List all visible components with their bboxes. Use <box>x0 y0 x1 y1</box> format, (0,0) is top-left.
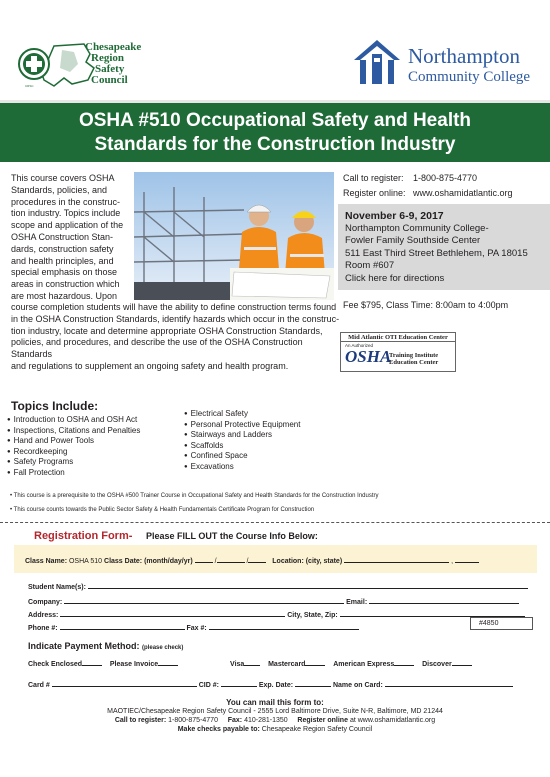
company-row <box>28 597 519 607</box>
topic-item: ● Electrical Safety <box>184 409 300 420</box>
prerequisite-note: • This course is a prerequisite to the OSHA #500 Trainer Course in Occupational Safety and Health Standards for the Construction Industry <box>10 493 379 499</box>
pay-discover-field[interactable] <box>452 659 472 666</box>
pay-mastercard-field[interactable] <box>305 659 325 666</box>
certificate-note: • This course counts towards the Public Sector Safety & Health Fundamentals Certificate Program for Construction <box>10 507 315 513</box>
description-line: This course covers OSHA <box>11 173 115 183</box>
city-state-zip-label: City, State, Zip: <box>287 612 338 619</box>
topic-item: ● Inspections, Citations and Penalties <box>7 426 140 437</box>
call-to-register <box>343 173 477 184</box>
description-line: tion industry. Topics include <box>11 208 121 219</box>
card-number-label: Card # <box>28 682 50 689</box>
pay-check-enclosed-label: Check Enclosed <box>28 661 83 668</box>
nhcc-building-icon <box>352 38 402 88</box>
online-label: Register online: <box>343 188 406 198</box>
nhcc-subtitle: Community College <box>408 69 531 85</box>
title-banner <box>0 100 550 162</box>
mail-fax-number: 410-281-1350 <box>244 717 288 724</box>
construction-workers-photo <box>134 172 334 300</box>
student-row <box>28 582 528 592</box>
pay-visa-field[interactable] <box>244 659 260 666</box>
phone-label: Phone #: <box>28 625 58 632</box>
class-date-day-field[interactable] <box>217 556 245 563</box>
phone-row <box>28 623 359 633</box>
topic-item: ● Safety Programs <box>7 457 140 468</box>
description-line: tion industry, locate and determine appropriate OSHA Construction Standards, <box>11 325 323 336</box>
mail-call-label: Call to register: <box>114 717 167 724</box>
exp-date-label: Exp. Date: <box>258 682 294 689</box>
oti-osha-mark: OSHA <box>345 347 392 366</box>
nhcc-name: Northampton <box>408 44 520 68</box>
phone-field[interactable] <box>60 623 185 630</box>
name-on-card-label: Name on Card: <box>332 682 383 689</box>
email-field[interactable] <box>369 597 519 604</box>
mail-fax-label: Fax: <box>227 717 243 724</box>
payment-title-text: Indicate Payment Method: <box>28 641 140 651</box>
topic-item: ● Confined Space <box>184 451 300 462</box>
event-venue-line: Fowler Family Southside Center <box>345 235 481 246</box>
mail-call-phone[interactable]: 1-800-875-4770 <box>168 717 218 724</box>
oti-training-text <box>389 352 438 366</box>
fee-and-time: Fee $795, Class Time: 8:00am to 4:00pm <box>343 300 509 310</box>
class-date-month-field[interactable] <box>195 556 213 563</box>
crsc-logo-text <box>85 42 141 86</box>
description-line: policies, and procedures, and describe the use of the OSHA Construction Standards <box>11 337 303 360</box>
cut-line <box>0 522 550 523</box>
fax-field[interactable] <box>209 623 359 630</box>
logo-line: Chesapeake <box>85 41 142 53</box>
event-date: November 6-9, 2017 <box>345 210 444 222</box>
description-line: areas in construction which <box>11 279 120 290</box>
company-field[interactable] <box>64 597 344 604</box>
pay-invoice-field[interactable] <box>158 659 178 666</box>
payment-options-row <box>28 659 472 669</box>
osha-oti-logo <box>340 332 456 372</box>
city-state-zip-field[interactable] <box>340 610 525 617</box>
reference-code-box: #4850 <box>470 617 533 630</box>
checks-payable-label: Make checks payable to: <box>177 726 260 733</box>
topics-list-col2 <box>184 409 300 473</box>
description-line: scope and application of the <box>11 220 124 231</box>
cid-label: CID #: <box>198 682 219 689</box>
event-venue-line: Northampton Community College- <box>345 222 489 234</box>
pay-check-enclosed-field[interactable] <box>82 659 102 666</box>
payment-note: (please check) <box>142 645 184 651</box>
description-line: OSHA Construction Stan- <box>11 231 114 242</box>
mail-title: You can mail this form to: <box>226 698 324 707</box>
topic-item: ● Recordkeeping <box>7 447 140 458</box>
pay-discover-label: Discover <box>422 661 452 668</box>
course-info-row: Class Name: OSHA 510 Class Date: (month/day/yr) / / Location: (city, state) , <box>25 556 479 566</box>
student-name-field[interactable] <box>88 582 528 589</box>
call-phone[interactable]: 1-800-875-4770 <box>413 173 478 183</box>
course-description-narrow <box>11 173 133 303</box>
fax-label: Fax #: <box>186 625 207 632</box>
pay-visa-label: Visa <box>230 661 245 668</box>
course-title-line-1: OSHA #510 Occupational Safety and Health <box>78 110 472 131</box>
course-title-line-2: Standards for the Construction Industry <box>94 134 456 155</box>
topic-item: ● Scaffolds <box>184 441 300 452</box>
oti-center-name: Mid Atlantic OTI Education Center <box>341 333 455 342</box>
cid-field[interactable] <box>221 680 257 687</box>
description-line: and health principles, and <box>11 255 114 266</box>
address-row <box>28 610 525 620</box>
pay-amex-label: American Express <box>333 661 395 668</box>
registration-form-subtitle: Please FILL OUT the Course Info Below: <box>146 531 318 541</box>
event-details-box <box>338 204 550 290</box>
company-label: Company: <box>28 599 63 606</box>
description-line: are most hazardous. Upon <box>11 290 118 301</box>
registration-form-title: Registration Form- <box>34 530 133 542</box>
topics-list-col1 <box>7 415 140 479</box>
topic-item: ● Stairways and Ladders <box>184 430 300 441</box>
mail-address: MAOTIEC/Chesapeake Region Safety Council - 2555 Lord Baltimore Drive, Suite N-R, Baltimore, MD 21244 <box>107 708 443 715</box>
directions-link[interactable]: Click here for directions <box>345 272 445 284</box>
class-name-value[interactable]: OSHA 510 <box>68 558 103 565</box>
description-line: course completion students will have the ability to define construction terms found <box>11 302 337 312</box>
location-city-field[interactable] <box>344 556 449 563</box>
header <box>0 0 550 98</box>
mail-checks-row <box>0 725 550 735</box>
exp-date-field[interactable] <box>295 680 331 687</box>
topic-item: ● Introduction to OSHA and OSH Act <box>7 415 140 426</box>
svg-text:CRSC: CRSC <box>25 84 34 88</box>
logo-line: Region <box>91 52 124 64</box>
oti-authorized: An Authorized <box>345 343 374 348</box>
topic-item: ● Fall Protection <box>7 468 140 479</box>
register-online <box>343 188 513 199</box>
description-line: and regulations to supplement an ongoing safety and health program. <box>11 360 289 371</box>
event-address: 511 East Third Street Bethlehem, PA 18015 <box>345 247 528 259</box>
checks-payable-value: Chesapeake Region Safety Council <box>261 726 373 733</box>
topic-item: ● Personal Protective Equipment <box>184 420 300 431</box>
description-line: Standards, policies, and <box>11 184 108 195</box>
oti-training-line: Education Center <box>389 359 439 366</box>
logo-line: Council <box>91 74 128 86</box>
event-room: Room #607 <box>345 260 395 271</box>
description-line: in the OSHA Construction Standards, identify hazards which occur in the construc- <box>11 313 340 324</box>
location-label: Location: (city, state) <box>272 558 343 565</box>
call-label: Call to register: <box>343 173 404 183</box>
payment-method-title <box>28 641 183 651</box>
course-description-wide <box>11 302 341 373</box>
topic-item: ● Hand and Power Tools <box>7 436 140 447</box>
mail-online-link[interactable]: at www.oshamidatlantic.org <box>349 717 436 724</box>
oti-training-line: Training Institute <box>389 352 439 359</box>
pay-invoice-label: Please Invoice <box>109 661 159 668</box>
class-date-label: Class Date: (month/day/yr) <box>104 558 193 565</box>
description-line: procedures in the construc- <box>11 196 121 207</box>
email-label: Email: <box>346 599 368 606</box>
student-name-label: Student Name(s): <box>28 584 86 591</box>
online-link[interactable]: www.oshamidatlantic.org <box>413 188 513 198</box>
name-on-card-field[interactable] <box>385 680 513 687</box>
address-field[interactable] <box>60 610 285 617</box>
mail-online-label: Register online <box>297 717 348 724</box>
class-name-label: Class Name: <box>25 558 68 565</box>
topics-title: Topics Include: <box>11 399 99 413</box>
pay-amex-field[interactable] <box>394 659 414 666</box>
location-state-field[interactable] <box>455 556 479 563</box>
description-line: dards, construction safety <box>11 243 114 254</box>
topic-item: ● Excavations <box>184 462 300 473</box>
pay-mastercard-label: Mastercard <box>268 661 306 668</box>
address-label: Address: <box>28 612 59 619</box>
card-number-field[interactable] <box>52 680 197 687</box>
card-row <box>28 680 513 690</box>
logo-line: Safety <box>95 63 125 75</box>
description-line: special emphasis on those <box>11 267 118 278</box>
class-date-year-field[interactable] <box>248 556 266 563</box>
